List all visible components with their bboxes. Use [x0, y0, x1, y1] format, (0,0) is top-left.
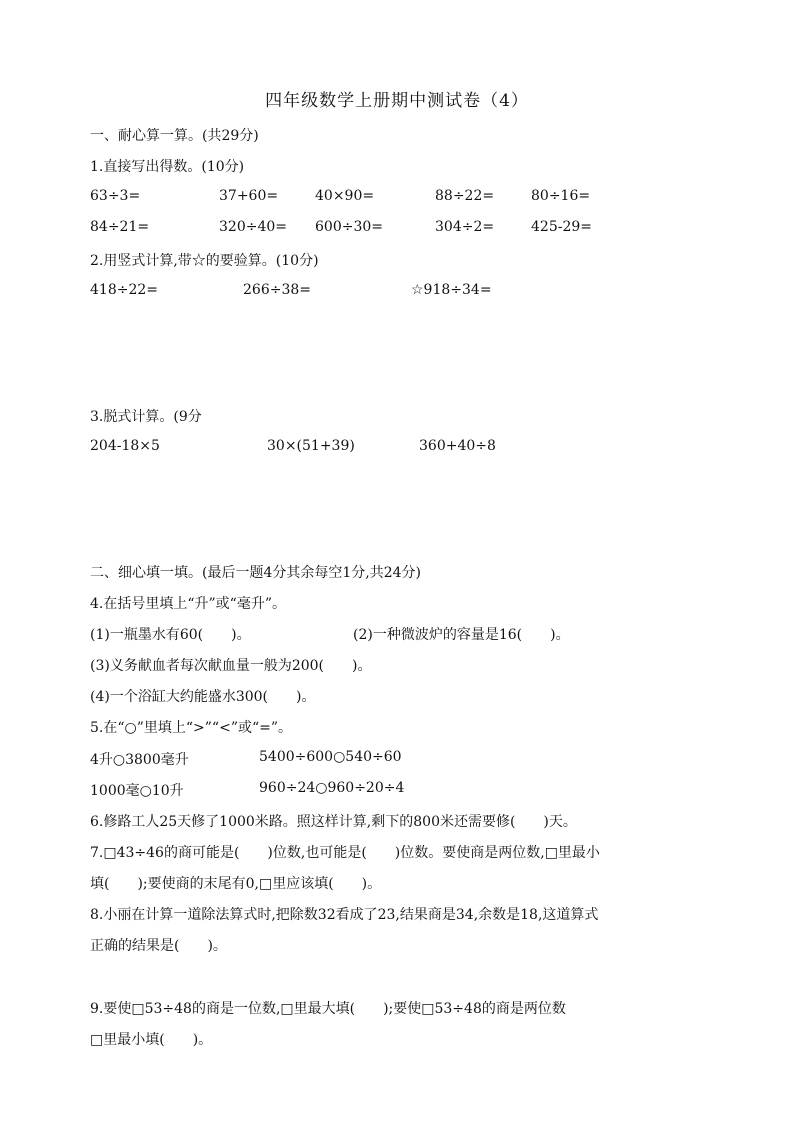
q1-expr: 84÷21=: [90, 219, 150, 235]
q9-line2: □里最小填( )。: [90, 1032, 213, 1048]
q9-line1: 9.要使□53÷48的商是一位数,□里最大填( );要使□53÷48的商是两位数: [90, 1001, 566, 1017]
q6-text: 6.修路工人25天修了1000米路。照这样计算,剩下的800米还需要修( )天。: [90, 814, 577, 830]
q8-line1: 8.小丽在计算一道除法算式时,把除数32看成了23,结果商是34,余数是18,这道算式: [90, 907, 599, 923]
q1-expr: 80÷16=: [531, 188, 591, 204]
q4-part3: (3)义务献血者每次献血量一般为200( )。: [90, 658, 372, 674]
q5-compare-c: 1000毫○10升: [90, 783, 184, 799]
q7-line1: 7.□43÷46的商可能是( )位数,也可能是( )位数。要使商是两位数,□里最小: [90, 845, 600, 861]
q5-compare-d: 960÷24○960÷20÷4: [259, 780, 405, 796]
q2-expr: ☆918÷34=: [411, 282, 492, 298]
q1-expr: 304÷2=: [435, 219, 495, 235]
q1-expr: 88÷22=: [435, 188, 495, 204]
q4-part4: (4)一个浴缸大约能盛水300( )。: [90, 689, 316, 705]
section2-heading: 二、细心填一填。(最后一题4分其余每空1分,共24分): [90, 565, 422, 581]
q3-expr: 360+40÷8: [419, 438, 496, 454]
q2-expr: 266÷38=: [243, 282, 311, 298]
q1-expr: 600÷30=: [315, 219, 383, 235]
q2-expr: 418÷22=: [90, 282, 158, 298]
q8-line2: 正确的结果是( )。: [90, 938, 227, 954]
q4-part1: (1)一瓶墨水有60( )。: [90, 627, 251, 643]
section1-heading: 一、耐心算一算。(共29分): [90, 128, 259, 144]
q5-label: 5.在“○”里填上“>”“<”或“=”。: [90, 720, 293, 736]
q3-label: 3.脱式计算。(9分: [90, 409, 202, 425]
q1-expr: 37+60=: [219, 188, 279, 204]
page-title: 四年级数学上册期中测试卷（4）: [265, 91, 529, 111]
q7-line2: 填( );要使商的末尾有0,□里应该填( )。: [90, 876, 382, 892]
q4-part2: (2)一种微波炉的容量是16( )。: [353, 627, 570, 643]
q4-label: 4.在括号里填上“升”或“毫升”。: [90, 596, 286, 612]
q1-expr: 425-29=: [531, 219, 592, 235]
q2-label: 2.用竖式计算,带☆的要验算。(10分): [90, 253, 319, 269]
q5-compare-b: 5400÷600○540÷60: [259, 749, 402, 765]
q1-expr: 63÷3=: [90, 188, 141, 204]
q1-expr: 320÷40=: [219, 219, 287, 235]
q3-expr: 204-18×5: [90, 438, 160, 454]
q3-expr: 30×(51+39): [267, 438, 355, 454]
q1-label: 1.直接写出得数。(10分): [90, 159, 245, 175]
q1-expr: 40×90=: [315, 188, 375, 204]
q5-compare-a: 4升○3800毫升: [90, 752, 189, 768]
